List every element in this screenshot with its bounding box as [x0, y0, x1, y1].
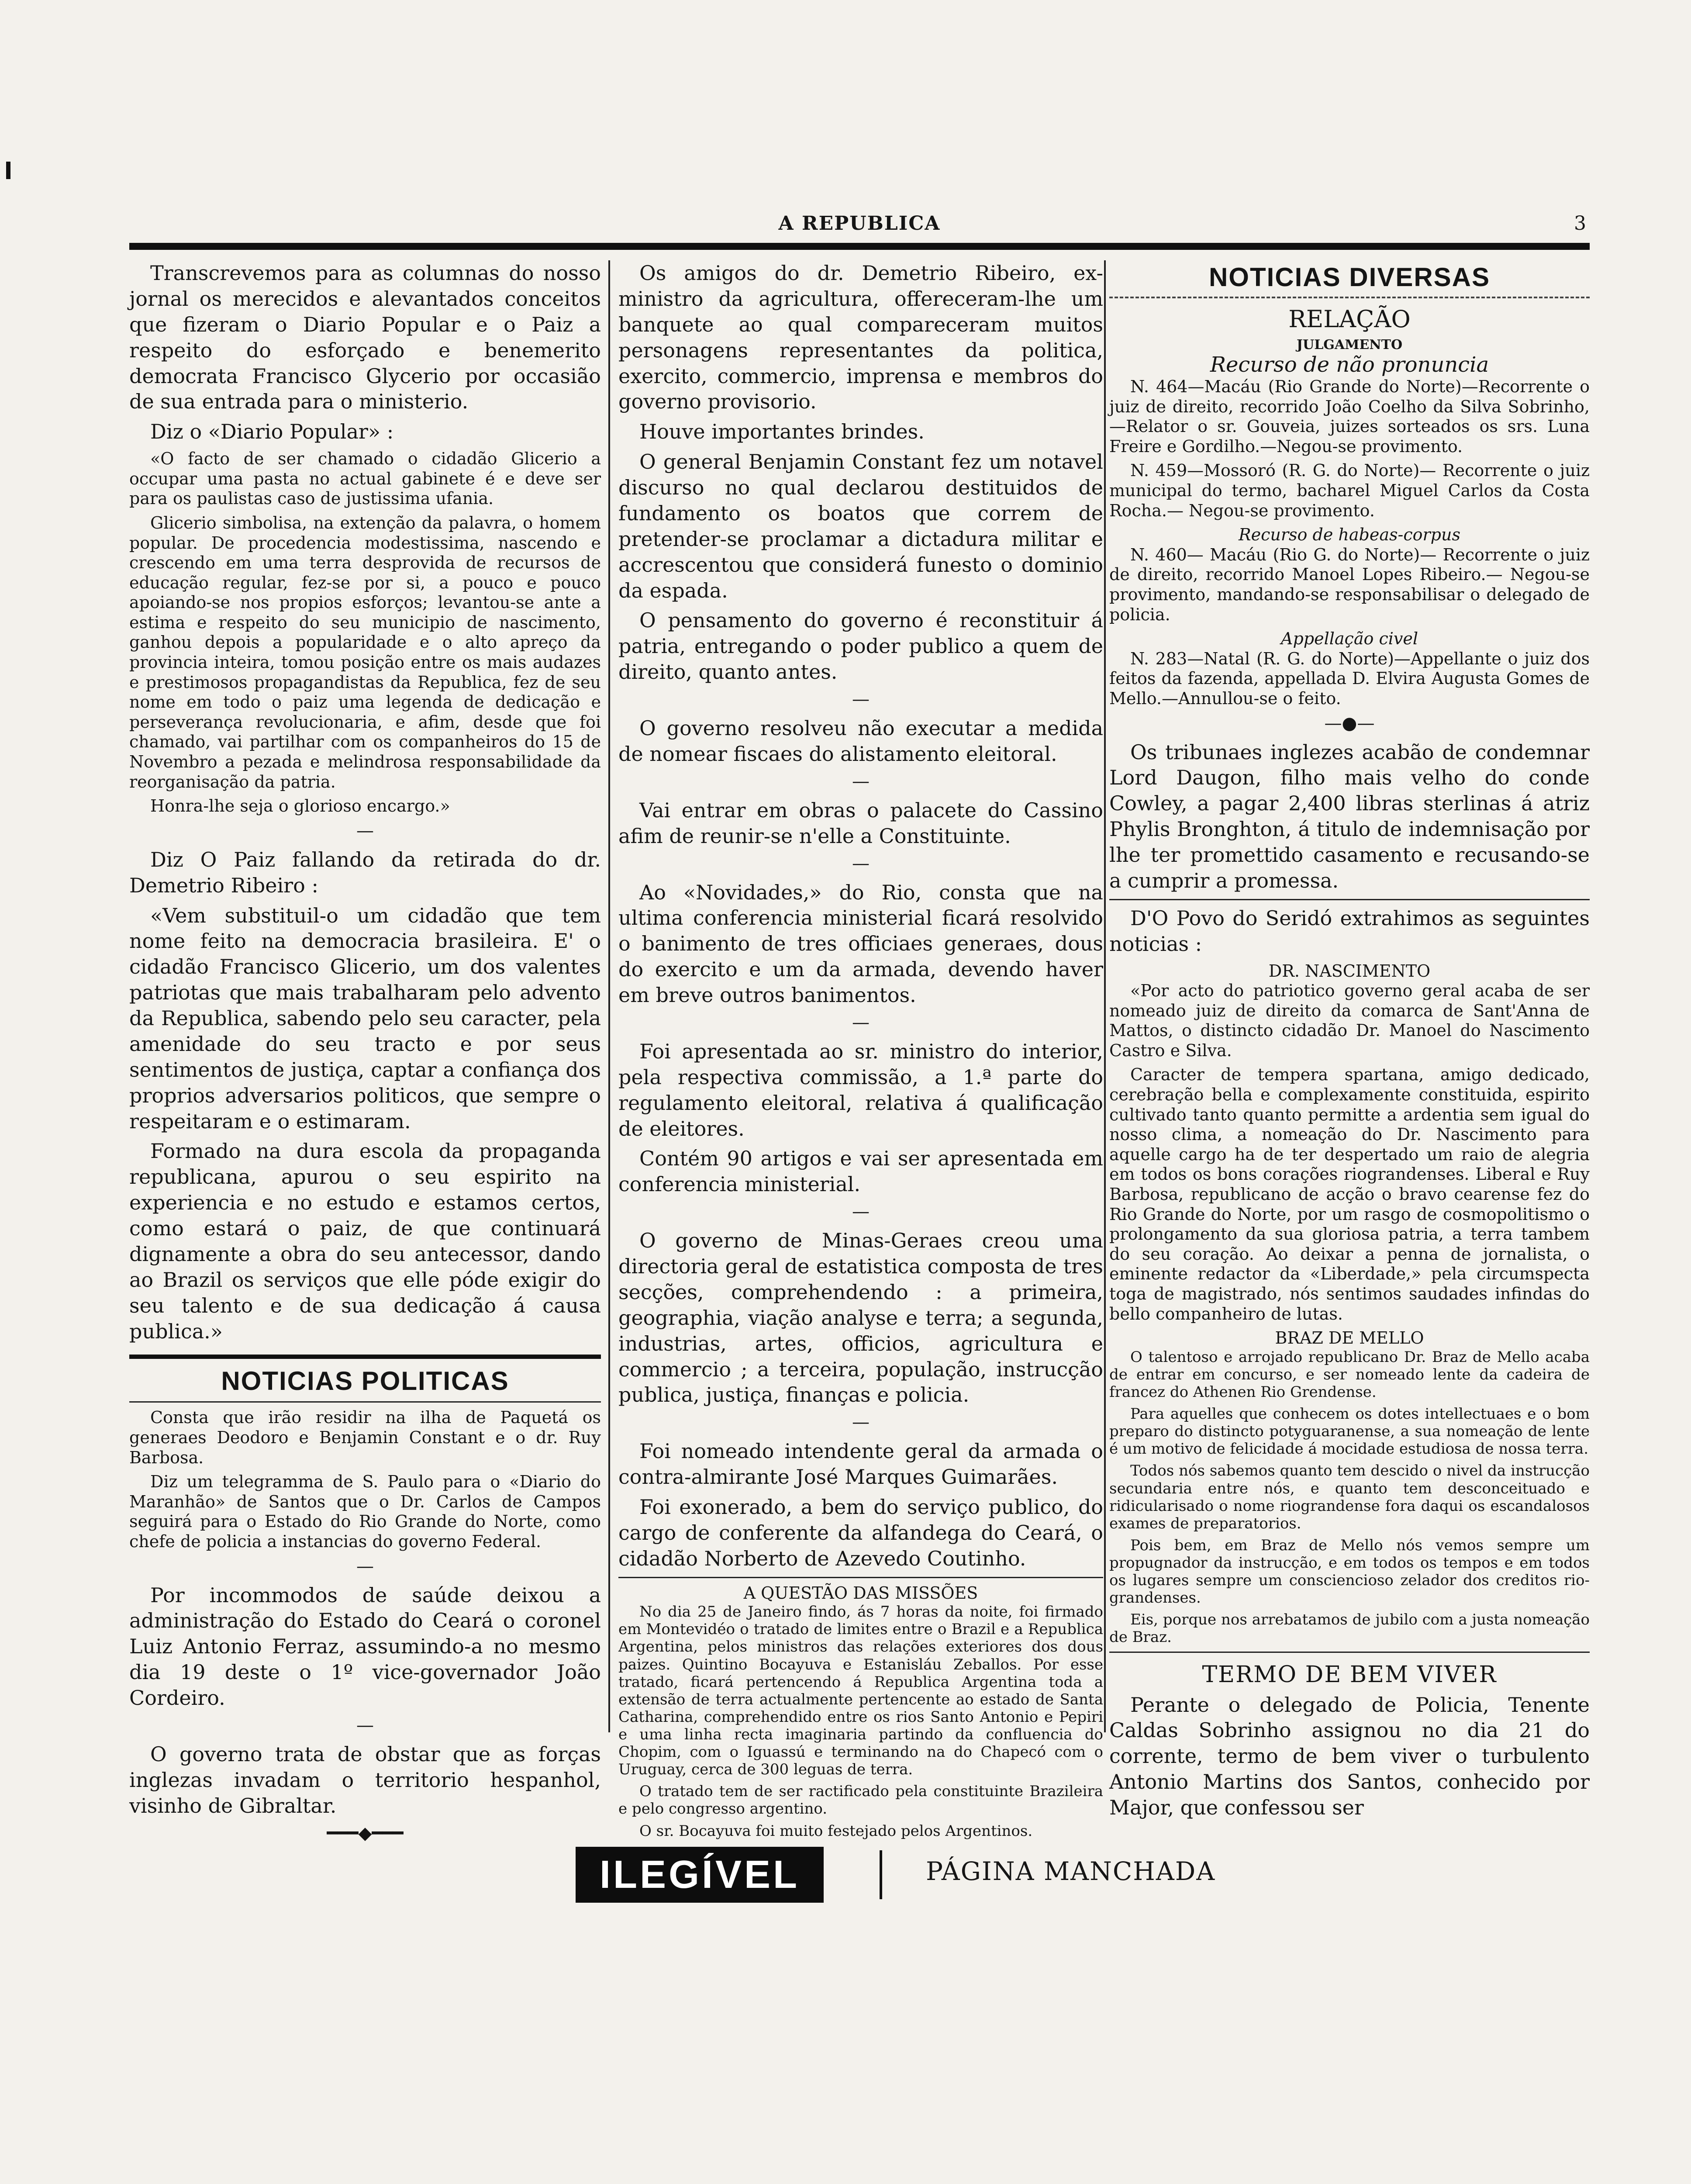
stamp-divider — [880, 1850, 882, 1899]
paragraph: Consta que irão residir na ilha de Paquetá os generaes Deodoro e Benjamin Constant e o dr. Ruy Barbosa. — [129, 1408, 601, 1467]
quote-paragraph: «O facto de ser chamado o cidadão Glicerio a occupar uma pasta no actual gabinete é e deve ser para os paulistas caso de justissima ufania. — [129, 449, 601, 508]
paragraph: Eis, porque nos arrebatamos de jubilo com a justa nomeação de Braz. — [1109, 1611, 1590, 1646]
section-rule — [129, 1355, 601, 1359]
section-rule — [618, 1577, 1103, 1578]
quote-paragraph: Honra-lhe seja o glorioso encargo.» — [150, 796, 450, 816]
margin-mark — [6, 162, 10, 179]
column-1 — [129, 260, 601, 1849]
paragraph: Caracter de tempera spartana, amigo dedicado, cerebração bella e complexamente constituida, espirito cultivado tanto quanto permitte a ardentia sem igual do nosso clima, a nomeação do Dr. Nascimento para aquelle cargo ha de ter despertado um raio de alegria em todos os bons corações riograndenses. Liberal e Ruy Barbosa, republicano de acção o bravo cearense fez do Rio Grande do Norte, por um rasgo de cosmopolitismo o prolongamento da sua gloriosa patria, a terra tambem do seu coração. Ao deixar a penna de jornalista, o eminente redactor da «Liberdade,» pela circumspecta toga de magistrado, nós sentimos saudades infindas do bello companheiro de lutas. — [1109, 1065, 1590, 1324]
paragraph: Diz um telegramma de S. Paulo para o «Diario do Maranhão» de Santos que o Dr. Carlos de Campos seguirá para o Estado do Rio Grande do Norte, como chefe de policia a instancias do governo Federal. — [129, 1472, 601, 1551]
paragraph: Ao «Novidades,» do Rio, consta que na ultima conferencia ministerial ficará resolvido o banimento de tres officiaes generaes, dous do exercito e um da armada, devendo haver em breve outros banimentos. — [618, 880, 1103, 1007]
separator: — — [852, 1412, 870, 1433]
paragraph: Transcrevemos para as columnas do nosso jornal os merecidos e alevantados conceitos que fizeram o Diario Popular e o Paiz a respeito do esforçado e benemerito democrata Francisco Glycerio por occasião de sua entrada para o ministerio. — [129, 261, 601, 414]
paragraph: «Por acto do patriotico governo geral acaba de ser nomeado juiz de direito da comarca de Sant'Anna de Mattos, o distincto cidadão Dr. Manoel do Nascimento Castro e Silva. — [1109, 981, 1590, 1060]
separator: — — [356, 1556, 374, 1576]
column-2 — [618, 260, 1103, 1844]
subheading: JULGAMENTO — [1296, 337, 1403, 352]
paragraph: O pensamento do governo é reconstituir á patria, entregando o poder publico a quem de direito, quanto antes. — [618, 608, 1103, 684]
paragraph: O governo de Minas-Geraes creou uma directoria geral de estatistica composta de tres secções, comprehendendo : a primeira, geographia, viação analyse e terra; a segunda, industrias, artes, officios, agricultura e commercio ; a terceira, população, instrucção publica, justiça, finanças e policia. — [618, 1229, 1103, 1407]
separator: — — [852, 1202, 870, 1222]
separator: — — [356, 1715, 374, 1735]
separator: —●— — [1324, 713, 1375, 733]
paragraph: Para aquelles que conhecem os dotes intellectuaes e o bom preparo do distincto potyguaranense, a sua nomeação de lente é um motivo de felicidade á mocidade estudiosa de nossa terra. — [1109, 1405, 1590, 1458]
section-heading: NOTICIAS POLITICAS — [221, 1366, 509, 1396]
subheading: Recurso de não pronuncia — [1210, 352, 1489, 377]
paragraph: O sr. Bocayuva foi muito festejado pelos Argentinos. — [639, 1822, 1033, 1840]
subheading: Appellação civel — [1281, 629, 1418, 649]
paragraph: N. 464—Macáu (Rio Grande do Norte)—Recorrente o juiz de direito, recorrido João Coelho da Silva Sobrinho,—Relator o sr. Gouveia, juizes sorteados os srs. Luna Freire e Gordilho.—Negou-se provimento. — [1109, 377, 1590, 456]
separator: — — [852, 771, 870, 791]
subheading: TERMO DE BEM VIVER — [1202, 1661, 1497, 1688]
paragraph: N. 283—Natal (R. G. do Norte)—Appellante o juiz dos feitos da fazenda, appellada D. Elvira Augusta Gomes de Mello.—Annullou-se o feito. — [1109, 649, 1590, 708]
paragraph: O governo resolveu não executar a medida de nomear fiscaes do alistamento eleitoral. — [618, 716, 1103, 766]
paragraph: Foi nomeado intendente geral da armada o contra-almirante José Marques Guimarães. — [618, 1439, 1103, 1489]
end-ornament: ━━━◆━━━ — [327, 1823, 404, 1843]
paragraph: Formado na dura escola da propaganda republicana, apurou o seu espirito na experiencia e no estudo e estamos certos, como estará o paiz, de que continuará dignamente a obra do seu antecessor, dando ao Brazil os serviços que elle póde exigir do seu talento e de sua dedicação á causa publica.» — [129, 1139, 601, 1343]
paragraph: Por incommodos de saúde deixou a administração do Estado do Ceará o coronel Luiz Antonio Ferraz, assumindo-a no mesmo dia 19 deste o 1º vice-governador João Cordeiro. — [129, 1583, 601, 1710]
paragraph: Foi exonerado, a bem do serviço publico, do cargo de conferente da alfandega do Ceará, o cidadão Norberto de Azevedo Coutinho. — [618, 1495, 1103, 1570]
paragraph: O tratado tem de ser ractificado pela constituinte Brazileira e pelo congresso argentino. — [618, 1783, 1103, 1818]
separator: — — [852, 853, 870, 874]
separator: — — [356, 820, 374, 841]
column-divider — [1104, 260, 1106, 1732]
column-3 — [1109, 260, 1590, 1825]
separator: — — [852, 1012, 870, 1033]
section-rule — [1109, 297, 1590, 298]
paragraph: N. 459—Mossoró (R. G. do Norte)— Recorrente o juiz municipal do termo, bacharel Miguel Carlos da Costa Rocha.— Negou-se provimento. — [1109, 461, 1590, 520]
subheading: RELAÇÃO — [1288, 305, 1411, 333]
paragraph: O talentoso e arrojado republicano Dr. Braz de Mello acaba de entrar em concurso, e ser nomeado lente da cadeira de francez do Athenen Rio Grendense. — [1109, 1348, 1590, 1401]
section-rule — [129, 1401, 601, 1403]
paragraph: No dia 25 de Janeiro findo, ás 7 horas da noite, foi firmado em Montevidéo o tratado de limites entre o Brazil e a Republica Argentina, pelos ministros das relações exteriores dos dous paizes. Quintino Bocayuva e Estanisláu Zeballos. Por esse tratado, ficará pertencendo á Republica Argentina toda a extensão de terra actualmente pertencente ao estado de Santa Catharina, comprehendido entre os rios Santo Antonio e Pepiri e uma linha recta imaginaria partindo da confluencia do Chopim, com o Iguassú e terminando na do Chapecó com o Uruguay, cerca de 300 leguas de terra. — [618, 1603, 1103, 1779]
illegible-stamp: ILEGÍVEL — [576, 1847, 824, 1903]
newspaper-title: A REPUBLICA — [778, 212, 941, 235]
section-rule — [1109, 899, 1590, 900]
column-divider — [608, 260, 610, 1732]
subheading: DR. NASCIMENTO — [1268, 961, 1431, 981]
subheading: BRAZ DE MELLO — [1275, 1328, 1424, 1348]
paragraph: Perante o delegado de Policia, Tenente Caldas Sobrinho assignou no dia 21 do corrente, termo de bem viver o turbulento Antonio Martins dos Santos, conhecido por Major, que confessou ser — [1109, 1693, 1590, 1820]
page-header — [129, 212, 1590, 238]
paragraph: Vai entrar em obras o palacete do Cassino afim de reunir-se n'elle a Constituinte. — [618, 798, 1103, 848]
paragraph: Diz O Paiz fallando da retirada do dr. Demetrio Ribeiro : — [129, 847, 601, 897]
quote-paragraph: Glicerio simbolisa, na extenção da palavra, o homem popular. De procedencia modestissima, nascendo e crescendo em uma terra desprovida de recursos de educação regular, fez-se por si, a pouco e pouco apoiando-se nos propios esforços; levantou-se ante a estima e respeito do seu municipio de nascimento, ganhou depois a popularidade e o alto apreço da provincia inteira, tomou posição entre os mais audazes e prestimosos propagandistas da Republica, fez de seu nome em todo o paiz uma legenda de dedicação e perseverança revolucionaria, e afim, desde que foi chamado, vai partilhar com os companheiros do 15 de Novembro a pezada e melindrosa responsabilidade da reorganisação da patria. — [129, 513, 601, 791]
paragraph: Contém 90 artigos e vai ser apresentada em conferencia ministerial. — [618, 1147, 1103, 1196]
subheading: Recurso de habeas-corpus — [1239, 525, 1460, 545]
section-rule — [1109, 1652, 1590, 1653]
paragraph: O general Benjamin Constant fez um notavel discurso no qual declarou destituidos de fundamento os boatos que correm de pretender-se proclamar a dictadura militar e accrescentou que considerá funesto o dominio da espada. — [618, 450, 1103, 602]
paragraph: Os amigos do dr. Demetrio Ribeiro, ex-ministro da agricultura, offereceram-lhe um banquete ao qual compareceram muitos personagens representantes da politica, exercito, commercio, imprensa e membros do governo provisorio. — [618, 261, 1103, 414]
paragraph: Os tribunaes inglezes acabão de condemnar Lord Daugon, filho mais velho do conde Cowley, a pagar 2,400 libras sterlinas á atriz Phylis Bronghton, á titulo de indemnisação por lhe ter promettido casamento e recusando-se a cumprir a promessa. — [1109, 740, 1590, 892]
paragraph: «Vem substituil-o um cidadão que tem nome feito na democracia brasileira. E' o cidadão Francisco Glicerio, um dos valentes patriotas que mais trabalharam pelo advento da Republica, sabendo pelo seu caracter, pela amenidade do seu tracto e por seus sentimentos de justiça, captar a confiança dos proprios adversarios politicos, que sempre o respeitaram e o estimaram. — [129, 903, 601, 1133]
paragraph: Pois bem, em Braz de Mello nós vemos sempre um propugnador da instrucção, e em todos os tempos e em todos os lugares sempre um consciencioso zelador dos creditos rio-grandenses. — [1109, 1536, 1590, 1607]
paragraph: Todos nós sabemos quanto tem descido o nivel da instrucção secundaria entre nós, e quanto tem desconceituado e ridicularisado o nome riograndense fora daqui os escandalosos exames de preparatorios. — [1109, 1462, 1590, 1532]
paragraph: Houve importantes brindes. — [639, 420, 925, 444]
subheading: A QUESTÃO DAS MISSÕES — [743, 1583, 978, 1603]
separator: — — [852, 689, 870, 709]
page-number: 3 — [1574, 212, 1586, 235]
paragraph: O governo trata de obstar que as forças inglezas invadam o territorio hespanhol, visinho de Gibraltar. — [129, 1742, 601, 1818]
stained-page-label: PÁGINA MANCHADA — [926, 1856, 1216, 1886]
paragraph: N. 460— Macáu (Rio G. do Norte)— Recorrente o juiz de direito, recorrido Manoel Lopes Ribeiro.— Negou-se provimento, mandando-se responsabilisar o delegado de policia. — [1109, 545, 1590, 624]
paragraph: Diz o «Diario Popular» : — [150, 420, 394, 444]
section-heading: NOTICIAS DIVERSAS — [1208, 263, 1491, 292]
paragraph: D'O Povo do Seridó extrahimos as seguintes noticias : — [1109, 906, 1590, 956]
header-rule — [129, 243, 1590, 250]
paragraph: Foi apresentada ao sr. ministro do interior, pela respectiva commissão, a 1.ª parte do regulamento eleitoral, relativa á qualificação de eleitores. — [618, 1039, 1103, 1140]
